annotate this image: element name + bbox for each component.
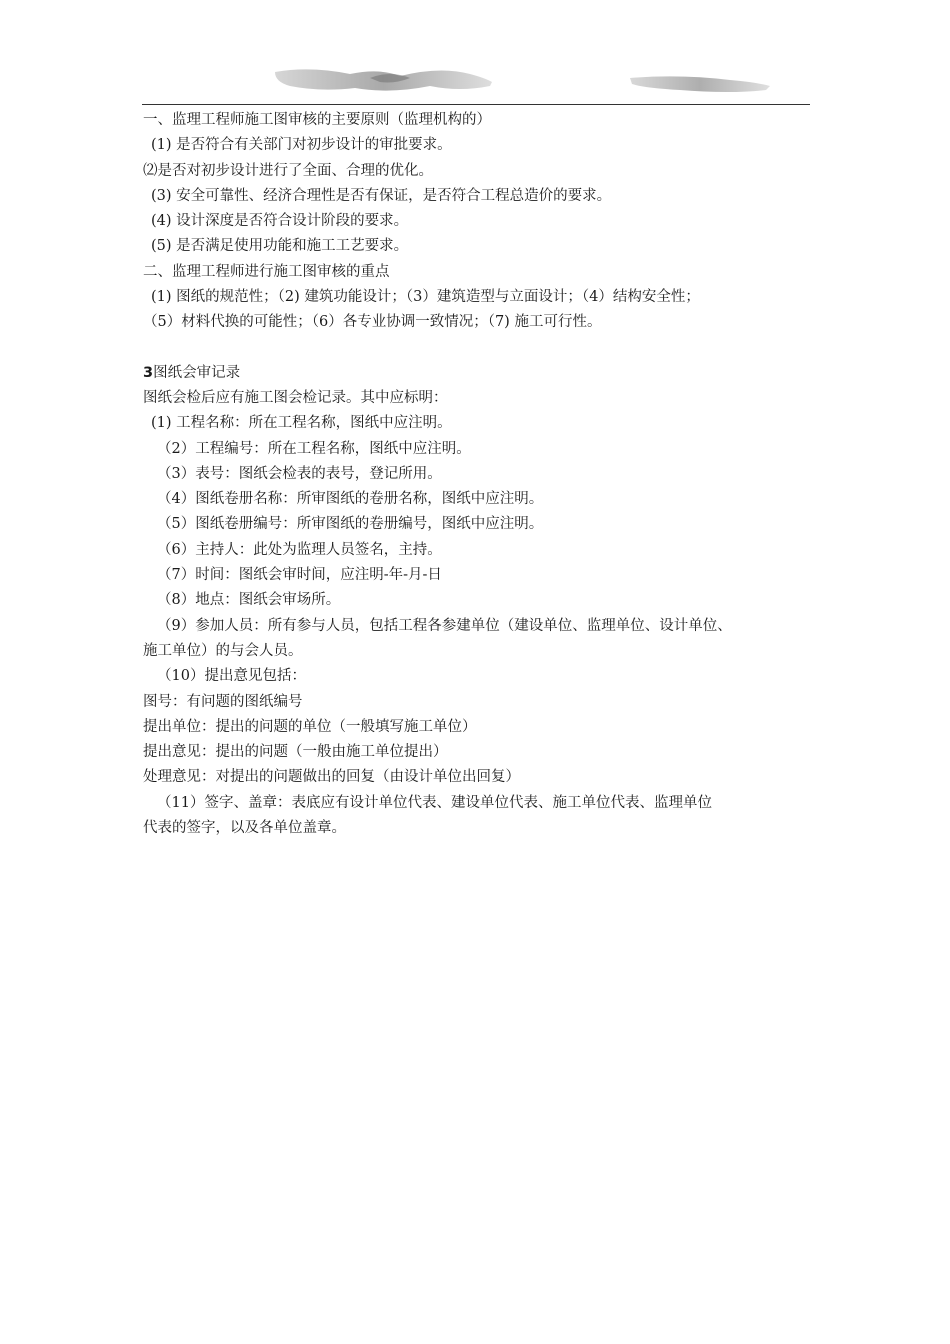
opinion-line: 处理意见：对提出的问题做出的回复（由设计单位出回复） <box>143 769 520 786</box>
record-item: （10）提出意见包括： <box>157 668 306 685</box>
record-item: （11）签字、盖章：表底应有设计单位代表、建设单位代表、施工单位代表、监理单位 <box>157 794 712 811</box>
header-brush-decoration <box>140 62 810 106</box>
record-item: （7）时间：图纸会审时间，应注明-年-月-日 <box>157 567 442 584</box>
section3-title: 图纸会审记录 <box>153 364 241 381</box>
record-item-continuation: 施工单位）的与会人员。 <box>143 642 303 659</box>
section2-line: (1) 图纸的规范性；（2) 建筑功能设计；（3）建筑造型与立面设计；（4）结构安全性； <box>151 289 700 306</box>
section1-item: (5) 是否满足使用功能和施工工艺要求。 <box>151 238 409 255</box>
record-item: （8）地点：图纸会审场所。 <box>157 592 341 609</box>
section1-title: 一、监理工程师施工图审核的主要原则（监理机构的） <box>143 112 491 128</box>
opinion-line: 提出单位：提出的问题的单位（一般填写施工单位） <box>143 718 477 735</box>
section1-item: (3) 安全可靠性、经济合理性是否有保证，是否符合工程总造价的要求。 <box>151 187 612 204</box>
section1-item: (4) 设计深度是否符合设计阶段的要求。 <box>151 213 409 230</box>
section1-item: ⑵是否对初步设计进行了全面、合理的优化。 <box>143 162 433 179</box>
record-item: （9）参加人员：所有参与人员，包括工程各参建单位（建设单位、监理单位、设计单位、 <box>157 617 732 634</box>
record-item: （2）工程编号：所在工程名称，图纸中应注明。 <box>157 440 471 457</box>
record-item: （5）图纸卷册编号：所审图纸的卷册编号，图纸中应注明。 <box>157 516 544 533</box>
document-body <box>143 108 833 841</box>
spacer <box>143 336 833 361</box>
record-item: （4）图纸卷册名称：所审图纸的卷册名称，图纸中应注明。 <box>157 491 544 508</box>
header-rule <box>142 104 810 105</box>
section2-title: 二、监理工程师进行施工图审核的重点 <box>143 263 390 280</box>
section2-line: （5）材料代换的可能性；（6）各专业协调一致情况；（7) 施工可行性。 <box>143 314 602 331</box>
section3-heading <box>143 361 833 386</box>
section3-number: 3 <box>143 364 154 381</box>
opinion-line: 图号：有问题的图纸编号 <box>143 693 303 710</box>
record-item-continuation: 代表的签字，以及各单位盖章。 <box>143 820 346 837</box>
section3-intro: 图纸会检后应有施工图会检记录。其中应标明： <box>143 389 448 406</box>
section1-item: (1) 是否符合有关部门对初步设计的审批要求。 <box>151 137 452 154</box>
opinion-line: 提出意见：提出的问题（一般由施工单位提出） <box>143 744 448 761</box>
record-item: (1) 工程名称：所在工程名称，图纸中应注明。 <box>151 415 452 432</box>
record-item: （6）主持人：此处为监理人员签名，主持。 <box>157 541 442 558</box>
record-item: （3）表号：图纸会检表的表号，登记所用。 <box>157 465 442 482</box>
